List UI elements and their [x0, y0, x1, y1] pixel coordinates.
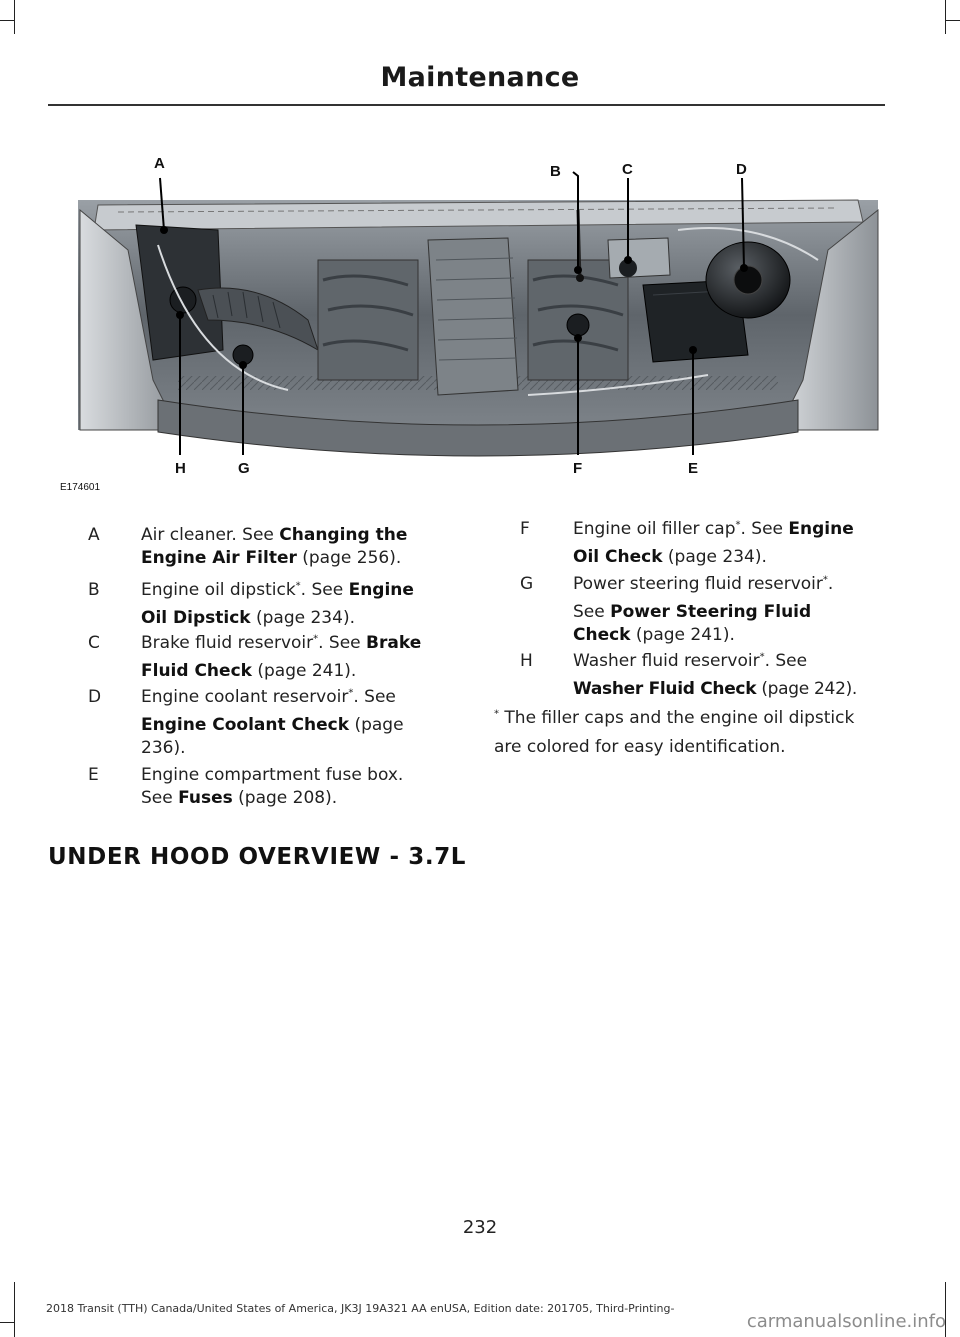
link-engine-oil-check[interactable]: Engine: [788, 519, 854, 539]
list-item: D Engine coolant reservoir*. See Engine Coolant Check (page 236).: [88, 687, 404, 758]
list-item: F Engine oil filler cap*. See Engine Oil Check (page 234).: [520, 519, 854, 567]
item-letter: B: [88, 580, 100, 600]
item-letter: F: [520, 519, 530, 539]
watermark: carmanualsonline.info: [746, 1311, 946, 1332]
link-engine-coolant-check[interactable]: Engine Coolant Check: [141, 715, 350, 735]
footnote: * The filler caps and the engine oil dipstick are colored for easy identification.: [494, 708, 855, 757]
callout-g-label: G: [238, 460, 250, 477]
item-letter: H: [520, 651, 533, 671]
list-item: A Air cleaner. See Changing the Engine Air Filter (page 256).: [88, 525, 408, 568]
page-title: Maintenance: [380, 62, 580, 93]
item-letter: C: [88, 633, 100, 653]
callout-h-label: H: [175, 460, 186, 477]
washer-fluid-cap: [170, 287, 196, 313]
link-engine-oil-dipstick[interactable]: Engine: [348, 580, 414, 600]
callout-c-label: C: [622, 161, 633, 178]
callout-f-label: F: [573, 460, 583, 477]
page-number: 232: [462, 1217, 498, 1238]
header-divider: [48, 104, 885, 106]
footer-edition-info: 2018 Transit (TTH) Canada/United States of America, JK3J 19A321 AA enUSA, Edition date: 201705, Third-Printing-: [46, 1302, 675, 1315]
list-item: C Brake fluid reservoir*. See Brake Fluid Check (page 241).: [88, 633, 422, 681]
list-item: E Engine compartment fuse box. See Fuses (page 208).: [88, 765, 404, 808]
link-engine-oil-dipstick-2[interactable]: Oil Dipstick: [141, 608, 251, 628]
crop-mark: [946, 20, 960, 21]
oil-filler-cap: [567, 314, 589, 336]
link-brake-fluid-check-2[interactable]: Fluid Check: [141, 661, 252, 681]
figure-id: E174601: [60, 482, 101, 493]
item-letter: D: [88, 687, 102, 707]
engine-bay-illustration: [58, 150, 884, 495]
link-engine-oil-check-2[interactable]: Oil Check: [573, 547, 663, 567]
crop-mark: [0, 1322, 14, 1323]
callout-b-label: B: [550, 163, 561, 180]
link-brake-fluid-check[interactable]: Brake: [366, 633, 422, 653]
callout-a-label: A: [154, 155, 165, 172]
callout-e-label: E: [688, 460, 699, 477]
crop-mark: [14, 0, 15, 34]
link-changing-air-filter[interactable]: Changing the: [279, 525, 408, 545]
item-letter: A: [88, 525, 100, 545]
link-changing-air-filter-2[interactable]: Engine Air Filter: [141, 548, 297, 568]
item-letter: E: [88, 765, 99, 785]
link-power-steering-fluid-check-2[interactable]: Check: [573, 625, 631, 645]
list-item: B Engine oil dipstick*. See Engine Oil Dipstick (page 234).: [88, 580, 414, 628]
crop-mark: [945, 0, 946, 34]
item-letter: G: [520, 574, 534, 594]
section-heading: UNDER HOOD OVERVIEW - 3.7L: [48, 844, 467, 870]
crop-mark: [0, 20, 14, 21]
link-fuses[interactable]: Fuses: [178, 788, 233, 808]
link-power-steering-fluid-check[interactable]: Power Steering Fluid: [610, 602, 812, 622]
callout-d-label: D: [736, 161, 747, 178]
list-item: H Washer fluid reservoir*. See Washer Fluid Check (page 242).: [520, 651, 858, 699]
link-washer-fluid-check[interactable]: Washer Fluid Check: [573, 679, 757, 699]
brake-fluid-reservoir: [608, 238, 670, 278]
intake-manifold: [428, 238, 518, 395]
crop-mark: [14, 1282, 15, 1337]
list-item: G Power steering fluid reservoir*. See Power Steering Fluid Check (page 241).: [520, 574, 834, 645]
